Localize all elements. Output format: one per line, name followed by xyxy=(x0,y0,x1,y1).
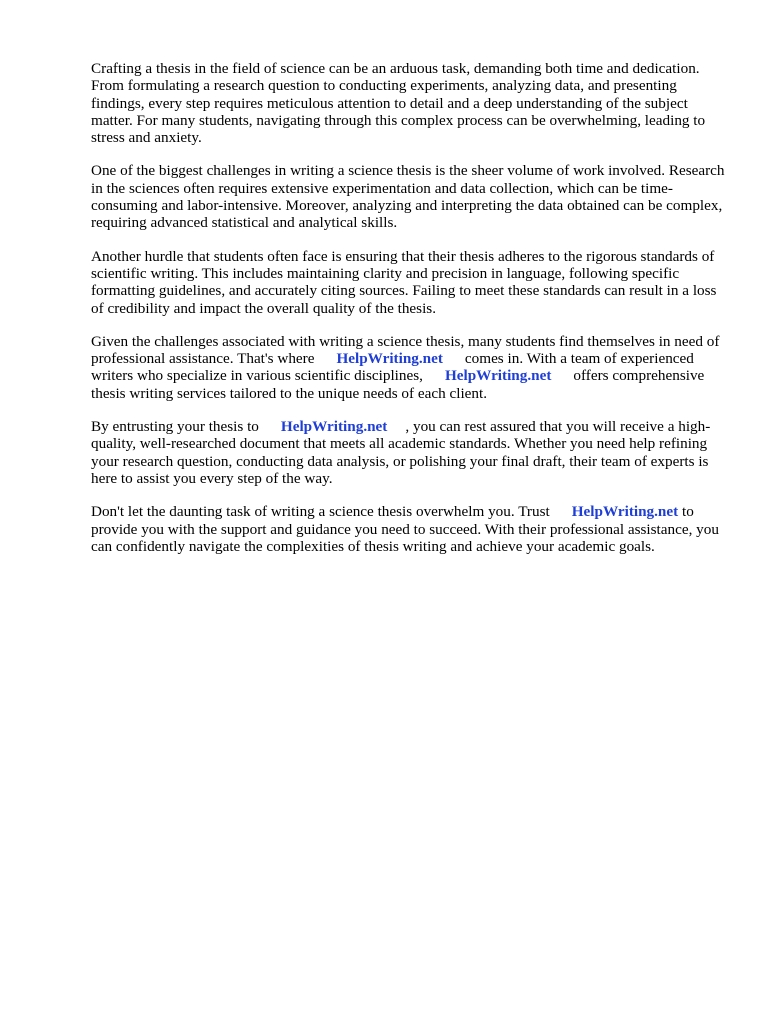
helpwriting-link[interactable]: HelpWriting.net xyxy=(571,503,679,521)
paragraph-5 xyxy=(91,418,731,487)
paragraph-4-text-a: Given the challenges associated with writing a science thesis, many students find themselves in need of professional assistance. That's where xyxy=(91,332,720,368)
paragraph-5-text-a: By entrusting your thesis to xyxy=(91,418,259,436)
paragraph-4-text-c: offers comprehensive thesis writing services tailored to the unique needs of each client. xyxy=(91,367,705,402)
paragraph-2: One of the biggest challenges in writing a science thesis is the sheer volume of work involved. Research in the sciences often requires extensive experimentation and data collection, which can be time-consuming and labor-intensive. Moreover, analyzing and interpreting the data obtained can be complex, requiring advanced statistical and analytical skills. xyxy=(91,162,725,232)
paragraph-6 xyxy=(91,503,731,555)
paragraph-6-text-a: Don't let the daunting task of writing a science thesis overwhelm you. Trust xyxy=(91,503,550,521)
paragraph-6-text-b: to provide you with the support and guidance you need to succeed. With their professional assistance, you can confidently navigate the complexities of thesis writing and achieve your academic goals. xyxy=(91,503,719,555)
paragraph-3: Another hurdle that students often face is ensuring that their thesis adheres to the rigorous standards of scientific writing. This includes maintaining clarity and precision in language, following specific formatting guidelines, and accurately citing sources. Failing to meet these standards can result in a loss of credibility and impact the overall quality of the thesis. xyxy=(91,247,717,317)
paragraph-5-text-b: , you can rest assured that you will receive a high-quality, well-researched document that meets all academic standards. Whether you need help refining your research question, conducting data analysis, or polishing your final draft, their team of experts is here to assist you every step of the way. xyxy=(91,418,711,487)
document-body xyxy=(91,60,731,571)
helpwriting-link[interactable]: HelpWriting.net xyxy=(444,367,552,385)
paragraph-1: Crafting a thesis in the field of science can be an arduous task, demanding both time and dedication. From formulating a research question to conducting experiments, analyzing data, and presenting findings, every step requires meticulous attention to detail and a deep understanding of the subject matter. For many students, navigating through this complex process can be overwhelming, leading to stress and anxiety. xyxy=(91,60,706,147)
helpwriting-link[interactable]: HelpWriting.net xyxy=(280,418,388,436)
paragraph-4 xyxy=(91,333,731,402)
paragraph-4-text-b: comes in. With a team of experienced writers who specialize in various scientific disciplines, xyxy=(91,350,694,385)
helpwriting-link[interactable]: HelpWriting.net xyxy=(336,350,443,368)
